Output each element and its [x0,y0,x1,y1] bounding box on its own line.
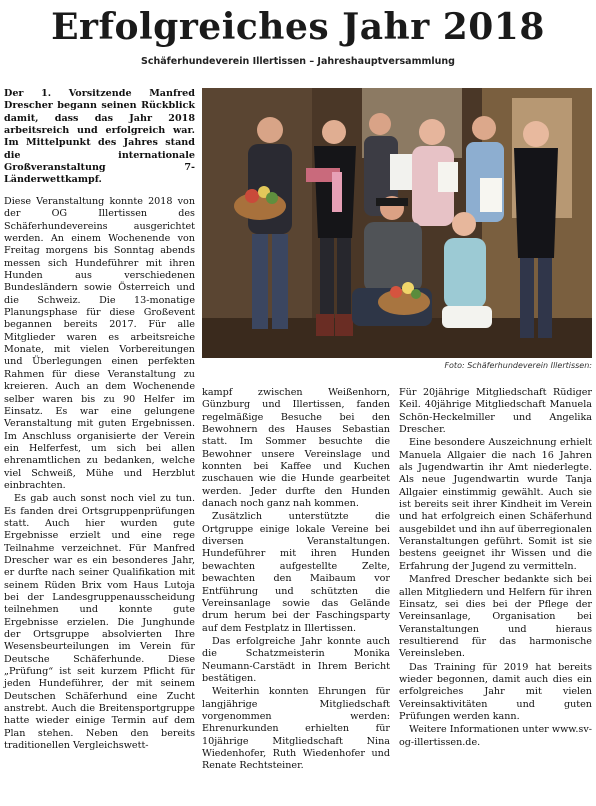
paragraph: Das Training für 2019 hat bereits wieder begonnen, damit auch dies ein erfolgreiches Jahr mit vielen Vereinsaktivitäten und guten Prüfungen werden kann. [399,661,592,722]
paragraph: Das erfolgreiche Jahr konnte auch die Schatzmeisterin Monika Neumann-Carstädt in Ihrem Bericht bestätigen. [202,635,390,684]
column-3 [399,387,592,749]
column-1 [4,196,195,752]
paragraph: Eine besondere Auszeichnung erhielt Manuela Allgaier die nach 16 Jahren als Jugendwartin ihr Amt niederlegte. Als neue Jugendwartin wurde Tanja Allgaier einstimmig gewählt. Auch sie ist bereits seit ihrer Kindheit im Verein und hat erfolgreich einen Schäferhund ausgebildet und ihn auf überregionalen Veranstaltungen geführt. Somit ist sie bestens geeignet ihr Wissen und die Erfahrung der Jugend zu vermitteln. [399,437,592,572]
paragraph: Zusätzlich unterstützte die Ortgruppe einige lokale Vereine bei diversen Veranstaltungen. Hundeführer mit ihren Hunden bewachten aufgestellte Zelte, bewachten den Maibaum vor Entführung und schützten die Vereinsanlage sowie das Gelände drum herum bei der Faschingsparty auf dem Festplatz in Illertissen. [202,511,390,634]
paragraph: Für 20jährige Mitgliedschaft Rüdiger Keil. 40jährige Mitgliedschaft Manuela Schön-Heckelmiller und Angelika Drescher. [399,387,592,436]
group-photo-illustration [202,88,592,358]
article-subline: Schäferhundeverein Illertissen – Jahreshauptversammlung [141,56,455,67]
article-lead: Der 1. Vorsitzende Manfred Drescher begann seinen Rückblick damit, dass das Jahr 2018 arbeitsreich und erfolgreich war. Im Mittelpunkt des Jahres stand die internationale Großveranstaltung 7-Länderwettkampf. [4,88,195,186]
photo-caption: Foto: Schäferhundeverein Illertissen: [444,361,592,370]
article-headline: Erfolgreiches Jahr 2018 [51,6,545,48]
paragraph: Es gab auch sonst noch viel zu tun. Es fanden drei Ortsgruppenprüfungen statt. Auch hier wurden gute Ergebnisse erzielt und eine rege Teilnahme verzeichnet. Für Manfred Drescher war es ein besonderes Jahr, er durfte nach seiner Qualifikation mit seinem Rüden Brix vom Haus Lutoja bei der Landesgruppenausscheidung teilnehmen und konnte gute Ergebnisse erzielen. Die Junghunde der Ortsgruppe absolvierten Ihre Wesensbeurteilungen im Verein für Deutsche Schäferhunde. Diese „Prüfung“ ist seit kurzem Pflicht für jeden Hundeführer, der mit seinem Deutschen Schäferhund eine Zucht anstrebt. Auch die Breitensportgruppe hatte wieder einige Termin auf dem Plan stehen. Neben den bereits traditionellen Vergleichswett- [4,493,195,752]
paragraph: kampf zwischen Weißenhorn, Günzburg und Illertissen, fanden regelmäßige Besuche bei den Bewohnern des Hauses Sebastian statt. Im Sommer besuchte die Bewohner unsere Vereinslage und konnten bei Kaffee und Kuchen zuschauen wie die Hunde gearbeitet werden. Jeder durfte den Hunden danach noch ganz nah kommen. [202,387,390,510]
paragraph: Diese Veranstaltung konnte 2018 von der OG Illertissen des Schäferhundevereins ausgerichtet werden. An einem Wochenende von Freitag morgens bis Sonntag abends messen sich Hundeführer mit ihren Hunden aus verschiedenen Bundesländern sowie Österreich und die Schweiz. Die 13-monatige Planungsphase für diese Großevent begannen bereits 2017. Für alle Mitglieder waren es arbeitsreiche Monate, mit vielen Vorbereitungen und Überlegungen einen perfekten Rahmen für diese Veranstaltung zu kreieren. Auch an dem Wochenende selber waren bis zu 90 Helfer im Einsatz. Es war eine gelungene Veranstaltung mit guten Ergebnissen. Im Anschluss organisierte der Verein ein Helferfest, um sich bei allen ehrenamtlichen zu bedanken, welche viel Schweiß, Mühe und Herzblut einbrachten. [4,196,195,491]
group-photo [202,88,592,358]
column-2 [202,387,390,773]
paragraph: Weiterhin konnten Ehrungen für langjährige Mitgliedschaft vorgenommen werden: Ehrenurkunden erhielten für 10jährige Mitgliedschaft Nina Wiedenhofer, Ruth Wiedenhofer und Renate Rechtsteiner. [202,686,390,772]
paragraph: Weitere Informationen unter www.sv-og-illertissen.de. [399,724,592,748]
paragraph: Manfred Drescher bedankte sich bei allen Mitgliedern und Helfern für ihren Einsatz, sei dies bei der Pflege der Vereinsanlage, Organisation bei Veranstaltungen und hieraus resultierend für das harmonische Vereinsleben. [399,574,592,660]
